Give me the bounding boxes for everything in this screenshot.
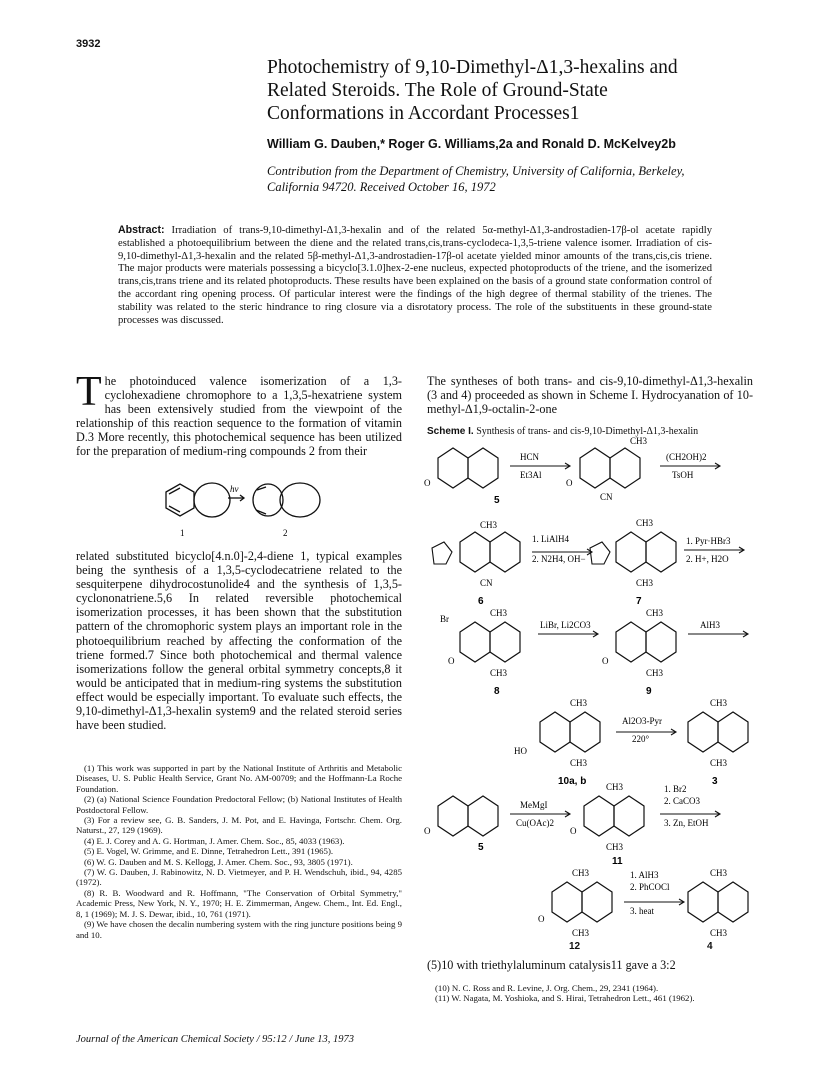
svg-text:3. heat: 3. heat (630, 906, 654, 916)
svg-text:CH3: CH3 (646, 608, 664, 618)
arrow-step-10 (624, 870, 684, 916)
compound-label: 10a, b (558, 776, 587, 787)
svg-text:O: O (602, 656, 609, 666)
svg-text:AlH3: AlH3 (700, 620, 720, 630)
affiliation: Contribution from the Department of Chemistry, University of California, Berkeley, California 94720. Received October 16, 1972 (267, 164, 685, 194)
arrow-step-8 (510, 800, 570, 828)
compound-label-12: 12 (569, 941, 581, 952)
compound-7 (590, 518, 676, 588)
compound-9 (602, 608, 676, 678)
compound-12 (538, 868, 612, 938)
compound-4 (688, 868, 748, 938)
footnote: (6) W. G. Dauben and M. S. Kellogg, J. Amer. Chem. Soc., 93, 3805 (1971). (84, 856, 353, 867)
medium-ring (194, 483, 230, 517)
compound-8 (440, 608, 520, 678)
svg-text:O: O (570, 826, 577, 836)
arrow-step-3 (532, 534, 592, 564)
footnote: (8) R. B. Woodward and R. Hoffmann, "The Conservation of Orbital Symmetry," Academic Press, New York, N. Y., 1970; H. E. Zimmerman, Angew. Chem., Int. Ed. Engl., 8, 1 (1969); M. J. S. Dewar, ibid., 10, 761 (1971). (76, 887, 402, 919)
svg-text:CH3: CH3 (710, 868, 728, 878)
compound-3 (688, 698, 748, 768)
svg-text:1. Br2: 1. Br2 (664, 784, 687, 794)
page-number: 3932 (76, 38, 101, 50)
drop-cap: T (76, 369, 102, 415)
compound-6 (432, 520, 520, 588)
svg-text:O: O (424, 478, 431, 488)
svg-text:CH3: CH3 (710, 698, 728, 708)
compound-label: 9 (646, 686, 652, 697)
footnote: (1) This work was supported in part by the National Institute of Arthritis and Metabolic Diseases, U. S. Public Health Service, Grant No. AM-00709; and the Hoffmann-La Roche Foundation. (76, 763, 402, 794)
synthesis-paragraph-2: (5)10 with triethylaluminum catalysis11 gave a 3:2 (427, 958, 676, 972)
arrow-step-2 (660, 452, 720, 480)
compound-label: 6 (478, 596, 484, 607)
svg-text:CH3: CH3 (570, 698, 588, 708)
svg-text:CN: CN (480, 578, 493, 588)
article-title: Photochemistry of 9,10-Dimethyl-Δ1,3-hexalins and Related Steroids. The Role of Ground-State Conformations in Accordant Processes1 (267, 57, 678, 124)
svg-text:2. PhCOCl: 2. PhCOCl (630, 882, 670, 892)
compound-label: 5 (478, 842, 484, 853)
footnote: (11) W. Nagata, M. Yoshioka, and S. Hirai, Tetrahedron Lett., 461 (1962). (435, 993, 695, 1004)
compound-label: 8 (494, 686, 500, 697)
compound-label: 7 (636, 596, 642, 607)
compound-5 (424, 448, 498, 488)
compound-cyanoketone (566, 448, 640, 502)
svg-text:(CH2OH)2: (CH2OH)2 (666, 452, 707, 462)
footnotes-left (76, 763, 402, 940)
svg-text:LiBr, Li2CO3: LiBr, Li2CO3 (540, 620, 591, 630)
scheme-title: Synthesis of trans- and cis-9,10-Dimethyl-Δ1,3-hexalin (476, 426, 699, 437)
compound-label-4: 4 (707, 941, 713, 952)
svg-text:HCN: HCN (520, 452, 540, 462)
footnote: (2) (a) National Science Foundation Predoctoral Fellow; (b) National Institutes of Health Postdoctoral Fellow. (76, 794, 402, 815)
svg-text:Al2O3-Pyr: Al2O3-Pyr (622, 716, 662, 726)
arrow-step-9 (660, 784, 720, 828)
arrow-step-5 (538, 620, 598, 637)
compound-5b (424, 796, 498, 836)
svg-text:CH3: CH3 (572, 868, 590, 878)
abstract (118, 224, 712, 327)
authors: William G. Dauben,* Roger G. Williams,2a and Ronald D. McKelvey2b (267, 137, 676, 151)
compound-label: 5 (494, 495, 500, 506)
compound-label: 3 (712, 776, 718, 787)
svg-text:CH3: CH3 (480, 520, 498, 530)
svg-text:O: O (566, 478, 573, 488)
svg-text:1. AlH3: 1. AlH3 (630, 870, 659, 880)
compound-11 (570, 782, 644, 852)
scheme-label: Scheme I. (427, 426, 474, 437)
intro-paragraph-1 (76, 369, 402, 459)
hv-label: hν (230, 484, 239, 494)
svg-text:CH3: CH3 (570, 758, 588, 768)
ch3-label: CH3 (630, 436, 648, 446)
svg-text:O: O (424, 826, 431, 836)
compound-label: 11 (612, 856, 623, 867)
svg-text:CH3: CH3 (606, 782, 624, 792)
arrow-step-7 (616, 716, 676, 744)
svg-text:O: O (538, 914, 545, 924)
footnote: (4) E. J. Corey and A. G. Hortman, J. Amer. Chem. Soc., 85, 4033 (1963). (84, 835, 345, 846)
compound-2-label: 2 (283, 528, 288, 538)
svg-text:CH3: CH3 (710, 758, 728, 768)
svg-text:2. CaCO3: 2. CaCO3 (664, 796, 700, 806)
svg-text:Et3Al: Et3Al (520, 470, 542, 480)
svg-text:1. Pyr·HBr3: 1. Pyr·HBr3 (686, 536, 731, 546)
svg-text:O: O (448, 656, 455, 666)
svg-text:CH3: CH3 (646, 668, 664, 678)
intro-text-1: he photoinduced valence isomerization of a 1,3-cyclohexadiene chromophore to a 1,3,5-hexatriene system has been extensively studied from the viewpoint of the relationship of this reaction sequence to the formation of vitamin D.3 More recently, this photochemical sequence has been utilized for the preparation of medium-ring compounds 2 from their (76, 374, 402, 459)
abstract-label: Abstract: (118, 224, 165, 236)
svg-text:MeMgI: MeMgI (520, 800, 548, 810)
compound-10ab (514, 698, 600, 768)
svg-text:2. H+, H2O: 2. H+, H2O (686, 554, 729, 564)
svg-text:HO: HO (514, 746, 527, 756)
structure-1-to-2 (150, 478, 340, 540)
svg-text:CH3: CH3 (606, 842, 624, 852)
scheme-1 (420, 436, 760, 946)
svg-text:CH3: CH3 (636, 518, 654, 528)
intro-paragraph-2: related substituted bicyclo[4.n.0]-2,4-diene 1, typical examples being the synthesis of a 1,3,5-cyclodecatriene related to the sesquiterpene dihydrocostunolide4 and the synthesis of 1,3,5-cyclononatriene.5,6 In related reversible photochemical isomerization processes, it has been shown that the substitution pattern of the chromophoric system plays an important role in the photoequilibrium reached by affecting the conformation of the triene formed.7 Since both photochemical and thermal valence isomerizations follow the general orbital symmetry concepts,8 it would be anticipated that in medium-ring systems the substitution effect would be especially important. To evaluate such effects, the 9,10-dimethyl-Δ1,3-hexalin system9 and the related steroid series have been studied. (76, 549, 402, 733)
svg-text:Br: Br (440, 614, 449, 624)
svg-text:Cu(OAc)2: Cu(OAc)2 (516, 818, 554, 828)
cyclohexadiene-ring (166, 484, 194, 516)
footnote: (5) E. Vogel, W. Grimme, and E. Dinne, Tetrahedron Lett., 391 (1965). (84, 846, 334, 857)
footnote: (7) W. G. Dauben, J. Rabinowitz, N. D. Vietmeyer, and P. H. Wendschuh, ibid., 94, 4285 (1972). (76, 867, 402, 888)
footnote: (10) N. C. Ross and R. Levine, J. Org. Chem., 29, 2341 (1964). (435, 983, 659, 993)
svg-text:CH3: CH3 (490, 608, 508, 618)
arrow-step-1 (510, 452, 570, 480)
svg-text:CH3: CH3 (710, 928, 728, 938)
svg-text:CH3: CH3 (572, 928, 590, 938)
footnote: (3) For a review see, G. B. Sanders, J. M. Pot, and E. Havinga, Fortschr. Chem. Org. Naturst., 27, 129 (1969). (76, 815, 402, 836)
arrow-step-6 (688, 620, 748, 637)
abstract-text: Irradiation of trans-9,10-dimethyl-Δ1,3-hexalin and of the related 5α-methyl-Δ1,3-androstadien-17β-ol acetate rapidly established a photoequilibrium between the diene and the related trans,cis,trans-cyclodeca-1,3,5-triene valence isomer. Irradiation of cis-9,10-dimethyl-Δ1,3-hexalin and the related 5β-methyl-Δ1,3-androstadien-17β-ol acetate yielded minor amounts of the trans,cis,cis triene. The major products were materials possessing a bicyclo[3.1.0]hex-2-ene nucleus, expected photoproducts of the triene, and the isomerized trans,cis,trans triene and its related photoproducts. These results have been explained on the basis of a ground state conformation control of the accordant ring opening process. Of particular interest were the findings of the high degree of thermal stability of the trienes. The stability was related to the steric hindrance to ring closure via a disrotatory process. The role of the substituents in these ground-state processes was discussed. (118, 225, 713, 326)
svg-text:1. LiAlH4: 1. LiAlH4 (532, 534, 569, 544)
compound-1-label: 1 (180, 528, 185, 538)
svg-text:CH3: CH3 (636, 578, 654, 588)
svg-text:220°: 220° (632, 734, 650, 744)
svg-text:2. N2H4, OH−: 2. N2H4, OH− (532, 554, 586, 564)
arrow-step-4 (684, 536, 744, 564)
synthesis-paragraph-1: The syntheses of both trans- and cis-9,10-dimethyl-Δ1,3-hexalin (3 and 4) proceeded as shown in Scheme I. Hydrocyanation of 10-methyl-Δ1,9-octalin-2-one (427, 374, 753, 417)
svg-text:3. Zn, EtOH: 3. Zn, EtOH (664, 818, 709, 828)
svg-text:CH3: CH3 (490, 668, 508, 678)
svg-text:CN: CN (600, 492, 613, 502)
footnote: (9) We have chosen the decalin numbering system with the ring juncture positions being 9 and 10. (76, 919, 402, 940)
footnotes-right (427, 983, 753, 1004)
journal-footer: Journal of the American Chemical Society / 95:12 / June 13, 1973 (76, 1034, 354, 1045)
svg-text:TsOH: TsOH (672, 470, 694, 480)
